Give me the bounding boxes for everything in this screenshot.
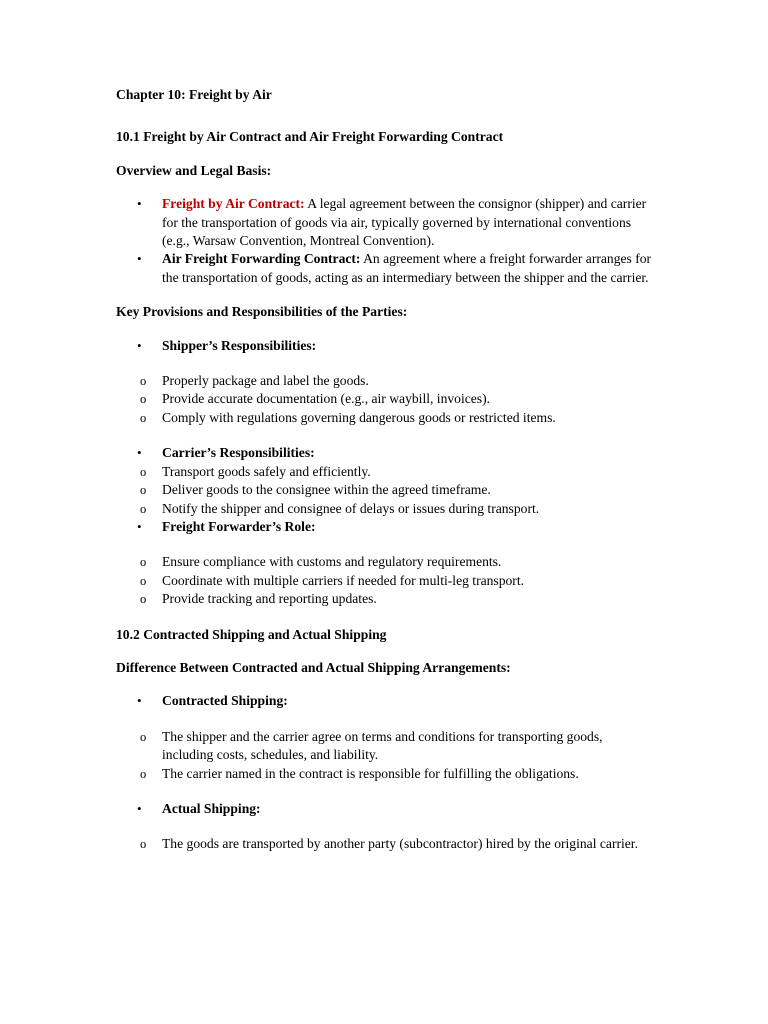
provisions-heading: Key Provisions and Responsibilities of the Parties: bbox=[116, 304, 408, 320]
forwarder-items bbox=[116, 553, 656, 608]
list-item bbox=[116, 409, 656, 427]
definition-text: A legal agreement between the consignor (shipper) and carrier for the transportation of goods via air, typically governed by international conventions (e.g., Warsaw Convention, Montreal Convention). bbox=[162, 196, 647, 249]
actual-items bbox=[116, 835, 656, 853]
bullet-icon: • bbox=[137, 693, 142, 709]
circle-bullet-icon: o bbox=[140, 392, 147, 407]
term-freight-by-air-contract: Freight by Air Contract: bbox=[162, 196, 305, 212]
circle-bullet-icon: o bbox=[140, 410, 147, 425]
item-text: Provide accurate documentation (e.g., air waybill, invoices). bbox=[162, 391, 491, 407]
definition-text: An agreement where a freight forwarder arranges for the transportation of goods, acting as an intermediary between the shipper and the carrier. bbox=[162, 251, 652, 285]
term-air-freight-forwarding-contract: Air Freight Forwarding Contract: bbox=[162, 251, 361, 267]
circle-bullet-icon: o bbox=[140, 555, 147, 570]
list-item bbox=[116, 765, 656, 783]
carrier-label: Carrier’s Responsibilities: bbox=[162, 445, 315, 461]
contracted-items bbox=[116, 728, 656, 783]
circle-bullet-icon: o bbox=[140, 766, 147, 781]
list-item bbox=[116, 835, 656, 853]
actual-list bbox=[116, 800, 656, 818]
carrier-list bbox=[116, 444, 656, 462]
overview-list bbox=[116, 195, 656, 287]
contracted-label: Contracted Shipping: bbox=[162, 693, 288, 709]
item-text: Coordinate with multiple carriers if needed for multi-leg transport. bbox=[162, 572, 525, 588]
overview-heading: Overview and Legal Basis: bbox=[116, 162, 272, 178]
item-text: The carrier named in the contract is responsible for fulfilling the obligations. bbox=[162, 765, 579, 781]
difference-heading: Difference Between Contracted and Actual Shipping Arrangements: bbox=[116, 659, 511, 675]
bullet-icon: • bbox=[137, 251, 142, 267]
circle-bullet-icon: o bbox=[140, 464, 147, 479]
item-text: Notify the shipper and consignee of delays or issues during transport. bbox=[162, 500, 540, 516]
item-text: Transport goods safely and efficiently. bbox=[162, 463, 371, 479]
list-item bbox=[116, 590, 656, 608]
list-item bbox=[116, 800, 656, 818]
forwarder-label: Freight Forwarder’s Role: bbox=[162, 518, 316, 534]
list-item bbox=[116, 572, 656, 590]
bullet-icon: • bbox=[137, 800, 142, 816]
bullet-icon: • bbox=[137, 445, 142, 461]
circle-bullet-icon: o bbox=[140, 501, 147, 516]
shipper-list bbox=[116, 337, 656, 355]
item-text: Properly package and label the goods. bbox=[162, 373, 369, 389]
list-item bbox=[116, 481, 656, 499]
bullet-icon: • bbox=[137, 196, 142, 212]
bullet-icon: • bbox=[137, 337, 142, 353]
list-item bbox=[116, 337, 656, 355]
circle-bullet-icon: o bbox=[140, 592, 147, 607]
list-item bbox=[116, 518, 656, 536]
list-item bbox=[116, 390, 656, 408]
circle-bullet-icon: o bbox=[140, 483, 147, 498]
actual-label: Actual Shipping: bbox=[162, 800, 261, 816]
list-item bbox=[116, 692, 656, 710]
document-body bbox=[116, 86, 656, 854]
list-item bbox=[116, 250, 656, 287]
list-item bbox=[116, 463, 656, 481]
list-item bbox=[116, 728, 656, 765]
contracted-list bbox=[116, 692, 656, 710]
bullet-icon: • bbox=[137, 518, 142, 534]
item-text: Comply with regulations governing dangerous goods or restricted items. bbox=[162, 409, 556, 425]
list-item bbox=[116, 553, 656, 571]
list-item bbox=[116, 195, 656, 250]
circle-bullet-icon: o bbox=[140, 729, 147, 744]
shipper-items bbox=[116, 372, 656, 427]
shipper-label: Shipper’s Responsibilities: bbox=[162, 337, 317, 353]
circle-bullet-icon: o bbox=[140, 837, 147, 852]
list-item bbox=[116, 500, 656, 518]
carrier-items bbox=[116, 463, 656, 518]
item-text: The shipper and the carrier agree on terms and conditions for transporting goods, including costs, schedules, and liability. bbox=[162, 728, 603, 763]
item-text: Ensure compliance with customs and regulatory requirements. bbox=[162, 554, 502, 570]
list-item bbox=[116, 372, 656, 390]
chapter-title: Chapter 10: Freight by Air bbox=[116, 87, 272, 102]
item-text: Provide tracking and reporting updates. bbox=[162, 591, 377, 607]
section-2-title: 10.2 Contracted Shipping and Actual Shipping bbox=[116, 626, 387, 642]
list-item bbox=[116, 444, 656, 462]
item-text: The goods are transported by another party (subcontractor) hired by the original carrier. bbox=[162, 836, 638, 852]
item-text: Deliver goods to the consignee within the agreed timeframe. bbox=[162, 482, 491, 498]
section-1-title: 10.1 Freight by Air Contract and Air Freight Forwarding Contract bbox=[116, 129, 504, 145]
circle-bullet-icon: o bbox=[140, 573, 147, 588]
circle-bullet-icon: o bbox=[140, 374, 147, 389]
forwarder-list bbox=[116, 518, 656, 536]
